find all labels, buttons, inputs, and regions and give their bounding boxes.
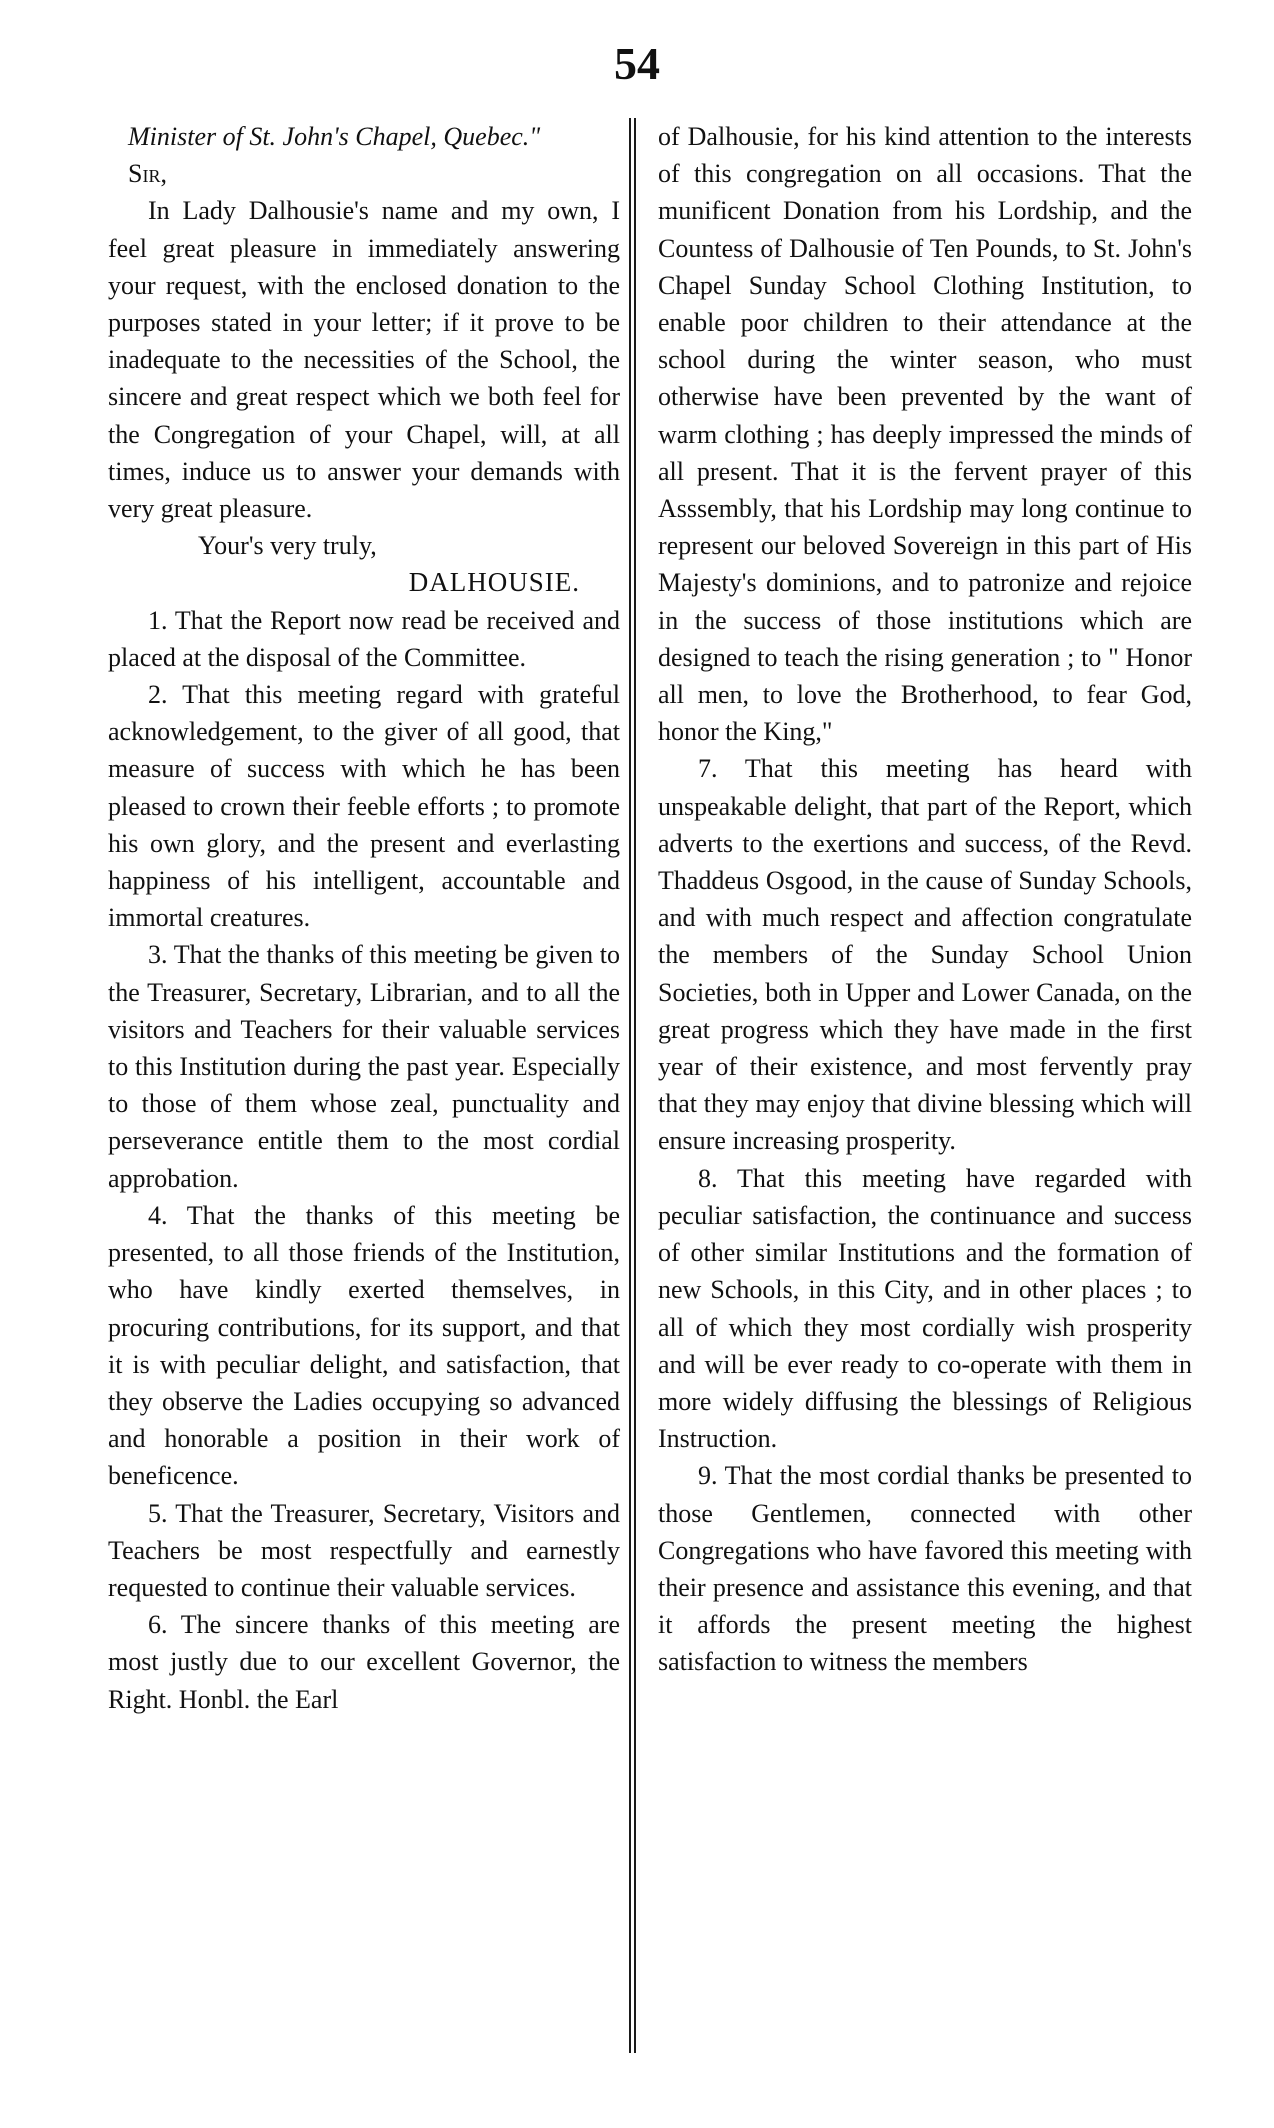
resolution-2: 2. That this meeting regard with grateful acknowledgement, to the giver of all good, that measure of success with which he has been pleased to crown their feeble efforts ; to promote his own glory, and the present and everlasting happiness of his intelligent, accountable and immortal creatures.	[108, 680, 620, 933]
letter-body: In Lady Dalhousie's name and my own, I feel great pleasure in immediately answering your request, with the enclosed donation to the purposes stated in your letter; if it prove to be inadequate to the necessities of the School, the sincere and great respect which we both feel for the Congregation of your Chapel, will, at all times, induce us to answer your demands with very great pleasure.	[108, 196, 620, 524]
page-number: 54	[614, 38, 660, 89]
letter-salutation: Sir,	[128, 159, 167, 189]
resolution-8: 8. That this meeting have regarded with peculiar satisfaction, the continuance and success of other similar Institutions and the formation of new Schools, in this City, and in other places ; to all of which they most cordially wish prosperity and will be ever ready to co-operate with them in more widely diffusing the blessings of Religious Instruction.	[658, 1163, 1192, 1454]
resolution-6-continued: of Dalhousie, for his kind attention to the interests of this congregation on all occasions. That the munificent Donation from his Lordship, and the Countess of Dalhousie of Ten Pounds, to St. John's Chapel Sunday School Clothing Institution, to enable poor children to their attendance at the school during the winter season, who must otherwise have been prevented by the want of warm clothing ; has deeply impressed the minds of all present. That it is the fervent prayer of this Asssembly, that his Lordship may long continue to represent our beloved Sovereign in this part of His Majesty's dominions, and to patronize and rejoice in the success of those institutions which are designed to teach the rising generation ; to " Honor all men, to love the Brotherhood, to fear God, honor the King,"	[658, 122, 1192, 747]
column-divider-right	[634, 118, 636, 2053]
resolution-5: 5. That the Treasurer, Secretary, Visitors and Teachers be most respectfully and earnestly requested to continue their valuable services.	[108, 1498, 620, 1602]
column-divider-left	[629, 118, 631, 2053]
letter-address: Minister of St. John's Chapel, Quebec."	[128, 122, 541, 151]
resolution-1: 1. That the Report now read be received and placed at the disposal of the Committee.	[108, 605, 620, 672]
resolution-7: 7. That this meeting has heard with unspeakable delight, that part of the Report, which adverts to the exertions and success, of the Revd. Thaddeus Osgood, in the cause of Sunday Schools, and with much respect and affection congratulate the members of the Sunday School Union Societies, both in Upper and Lower Canada, on the great progress which they have made in the first year of their existence, and most fervently pray that they may enjoy that divine blessing which will ensure increasing prosperity.	[658, 754, 1192, 1156]
resolution-4: 4. That the thanks of this meeting be presented, to all those friends of the Institution, who have kindly exerted themselves, in procuring contributions, for its support, and that it is with peculiar delight, and satisfaction, that they observe the Ladies occupying so advanced and honorable a position in their work of beneficence.	[108, 1200, 620, 1491]
letter-closing: Your's very truly,	[198, 531, 377, 561]
left-column	[108, 118, 620, 1718]
right-column	[658, 118, 1192, 1681]
resolution-3: 3. That the thanks of this meeting be given to the Treasurer, Secretary, Librarian, and to all the visitors and Teachers for their valuable services to this Institution during the past year. Especially to those of them whose zeal, punctuality and perseverance entitle them to the most cordial approbation.	[108, 940, 620, 1193]
resolution-9: 9. That the most cordial thanks be presented to those Gentlemen, connected with other Congregations who have favored this meeting with their presence and assistance this evening, and that it affords the present meeting the highest satisfaction to witness the members	[658, 1461, 1192, 1677]
resolution-6-start: 6. The sincere thanks of this meeting are most justly due to our excellent Governor, the Right. Honbl. the Earl	[108, 1610, 620, 1714]
letter-signature: DALHOUSIE.	[408, 567, 580, 598]
